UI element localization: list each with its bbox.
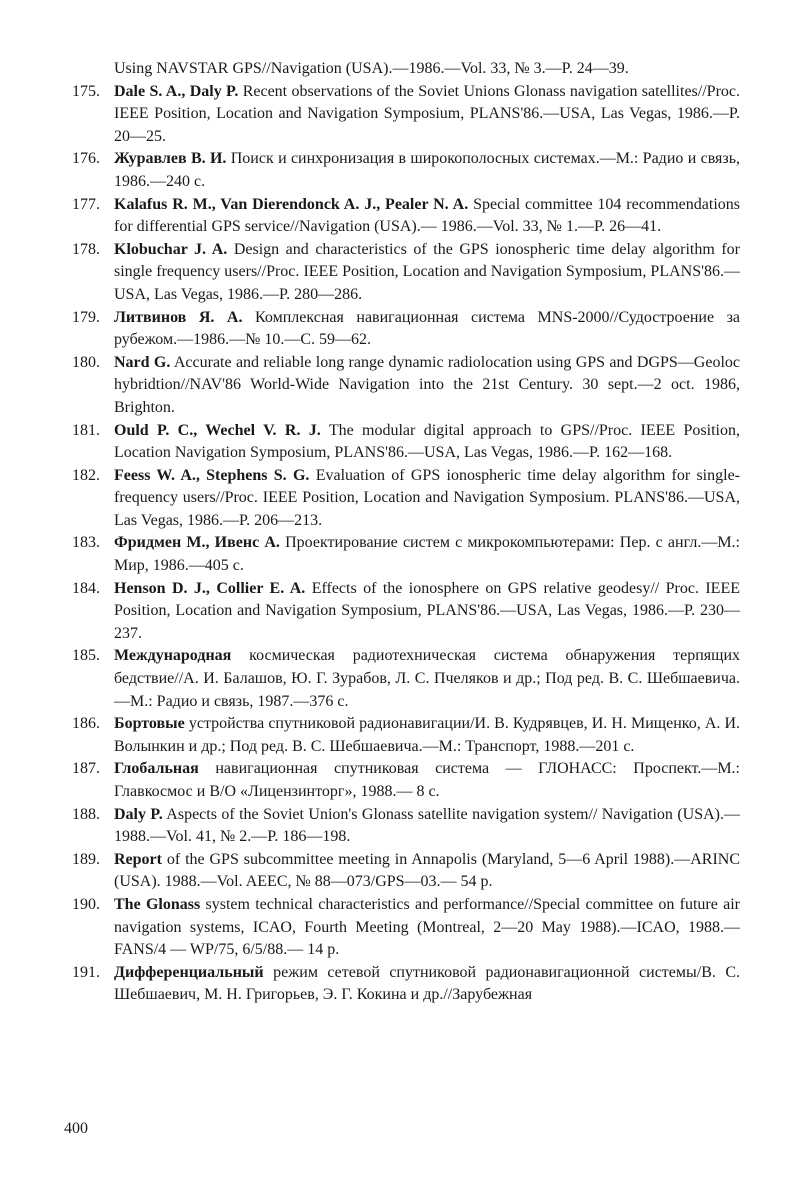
- entry-number: 181.: [72, 421, 100, 439]
- entry-number: 179.: [72, 308, 100, 326]
- entry-body: [114, 465, 740, 533]
- entry-body: [114, 532, 740, 577]
- bibliography-entry: [72, 81, 740, 149]
- entry-author: Международная: [114, 647, 232, 665]
- continued-entry: Using NAVSTAR GPS//Navigation (USA).—1986.—Vol. 33, № 3.—P. 24—39.: [114, 60, 629, 77]
- entry-author: Ould P. C., Wechel V. R. J.: [114, 421, 321, 439]
- entry-number: 190.: [72, 895, 100, 913]
- entry-number: 183.: [72, 534, 100, 552]
- entry-text: Effects of the ionosphere on GPS relative geodesy// Proc. IEEE Position, Location and Navigation Symposium, PLANS'86.—USA, Las Vegas, 1986.—P. 230—237.: [114, 579, 740, 642]
- entry-author: Klobuchar J. A.: [114, 240, 228, 258]
- entry-author: Фридмен М., Ивенс А.: [114, 534, 280, 552]
- entry-text: Special committee 104 recommendations for differential GPS service//Navigation (USA).— 1986.—Vol. 33, № 1.—P. 26—41.: [114, 195, 741, 236]
- entry-author: Nard G.: [114, 353, 171, 371]
- page-number: 400: [64, 1120, 88, 1137]
- entry-body: [114, 194, 740, 239]
- bibliography-entry: [72, 194, 740, 239]
- bibliography-list: [72, 58, 740, 1007]
- entry-author: The Glonass: [114, 895, 201, 913]
- bibliography-entry: [72, 578, 740, 646]
- entry-text: космическая радиотехническая система обнаружения терпящих бедствие//А. И. Балашов, Ю. Г. Зурабов, Л. С. Пчеляков и др.; Под ред. В. С. Шебшаевича.—М.: Радио и связь, 1987.—376 с.: [114, 647, 741, 710]
- entry-text: Recent observations of the Soviet Unions Glonass navigation satellites//Proc. IEEE Position, Location and Navigation Symposium, PLANS'86.—USA, Las Vegas, 1986.—P. 20—25.: [114, 82, 740, 145]
- entry-number: 187.: [72, 760, 100, 778]
- bibliography-entry: [72, 307, 740, 352]
- entry-text: устройства спутниковой радионавигации/И. В. Кудрявцев, И. Н. Мищенко, А. И. Волынкин и др.; Под ред. В. С. Шебшаевича.—М.: Транспорт, 1988.—201 с.: [114, 715, 741, 755]
- entry-text: Design and characteristics of the GPS ionospheric time delay algorithm for single frequency users//Proc. IEEE Position, Location and Navigation Symposium, PLANS'86.—USA, Las Vegas, 1986.—P. 280—286.: [114, 240, 741, 303]
- entry-author: Dale S. A., Daly P.: [114, 82, 239, 100]
- entry-author: Журавлев В. И.: [114, 150, 227, 168]
- entry-body: [114, 307, 740, 352]
- entry-body: [114, 962, 740, 1007]
- entry-body: [114, 352, 740, 420]
- entry-number: 186.: [72, 715, 100, 733]
- entry-author: Henson D. J., Collier E. A.: [114, 579, 306, 597]
- bibliography-entry: [72, 465, 740, 533]
- entry-text: The modular digital approach to GPS//Proc. IEEE Position, Location Navigation Symposium, PLANS'86.—USA, Las Vegas, 1986.—P. 162—168.: [114, 421, 740, 462]
- entry-body: [114, 578, 740, 646]
- entry-number: 177.: [72, 195, 100, 213]
- bibliography-entry: [72, 713, 740, 758]
- entry-text: Поиск и синхронизация в широкополосных системах.—М.: Радио и связь, 1986.—240 с.: [114, 150, 741, 190]
- bibliography-entry: [72, 758, 740, 803]
- entry-author: Report: [114, 850, 162, 868]
- entry-body: [114, 645, 740, 713]
- bibliography-entry: [72, 894, 740, 962]
- entry-body: [114, 148, 740, 193]
- entry-number: 185.: [72, 647, 100, 665]
- entry-author: Daly P.: [114, 805, 163, 823]
- entry-number: 189.: [72, 850, 100, 868]
- entry-text: Комплексная навигационная система MNS-2000//Судостроение за рубежом.—1986.—№ 10.—С. 59—62.: [114, 308, 741, 349]
- entry-body: [114, 804, 740, 849]
- entry-number: 175.: [72, 82, 100, 100]
- entry-author: Глобальная: [114, 760, 199, 778]
- entry-text: Проектирование систем с микрокомпьютерами: Пер. с англ.—М.: Мир, 1986.—405 с.: [114, 534, 741, 575]
- bibliography-entry: [72, 849, 740, 894]
- entry-author: Kalafus R. M., Van Dierendonck A. J., Pealer N. A.: [114, 195, 469, 213]
- entry-author: Дифференциальный: [114, 963, 264, 981]
- bibliography-entry: [72, 532, 740, 577]
- bibliography-entry: [72, 645, 740, 713]
- entry-number: 188.: [72, 805, 100, 823]
- bibliography-entry: [72, 962, 740, 1007]
- entry-body: [114, 894, 740, 962]
- entry-text: system technical characteristics and performance//Special committee on future air navigation systems, ICAO, Fourth Meeting (Montreal, 2—20 May 1988).—ICAO, 1988.—FANS/4 — WP/75, 6/5/88.— 14 p.: [114, 895, 741, 959]
- bibliography-entry: [72, 148, 740, 193]
- bibliography-entry: [72, 804, 740, 849]
- entry-body: [114, 239, 740, 307]
- entry-number: 184.: [72, 579, 100, 597]
- bibliography-entry: [72, 420, 740, 465]
- entry-number: 176.: [72, 150, 100, 168]
- entry-text: режим сетевой спутниковой радионавигационной системы/В. С. Шебшаевич, М. Н. Григорьев, Э. Г. Кокина и др.//Зарубежная: [114, 963, 740, 1004]
- entry-body: [114, 713, 740, 758]
- entry-text: Aspects of the Soviet Union's Glonass satellite navigation system// Navigation (USA).—1988.—Vol. 41, № 2.—P. 186—198.: [114, 805, 740, 846]
- entry-number: 180.: [72, 353, 100, 371]
- entry-text: навигационная спутниковая система — ГЛОНАСС: Проспект.—М.: Главкосмос и В/О «Лицензинторг», 1988.— 8 с.: [114, 760, 741, 800]
- entry-number: 182.: [72, 466, 100, 484]
- entry-text: of the GPS subcommittee meeting in Annapolis (Maryland, 5—6 April 1988).—ARINC (USA). 1988.—Vol. AEEC, № 88—073/GPS—03.— 54 p.: [114, 850, 740, 891]
- entry-body: [114, 849, 740, 894]
- entry-text: Accurate and reliable long range dynamic radiolocation using GPS and DGPS—Geoloc hybridtion//NAV'86 World-Wide Navigation into the 21st Century. 30 sept.—2 oct. 1986, Brighton.: [114, 353, 741, 416]
- bibliography-entry: [72, 239, 740, 307]
- entry-author: Литвинов Я. А.: [114, 308, 243, 326]
- entry-body: [114, 81, 740, 149]
- entry-body: [114, 758, 740, 803]
- entry-list: [72, 81, 740, 1007]
- entry-number: 178.: [72, 240, 100, 258]
- entry-author: Feess W. A., Stephens S. G.: [114, 466, 310, 484]
- entry-body: [114, 420, 740, 465]
- entry-author: Бортовые: [114, 715, 185, 733]
- entry-number: 191.: [72, 963, 100, 981]
- bibliography-entry: [72, 352, 740, 420]
- entry-text: Evaluation of GPS ionospheric time delay algorithm for single-frequency users//Proc. IEEE Position, Location and Navigation Symposium. PLANS'86.—USA, Las Vegas, 1986.—P. 206—213.: [114, 466, 741, 529]
